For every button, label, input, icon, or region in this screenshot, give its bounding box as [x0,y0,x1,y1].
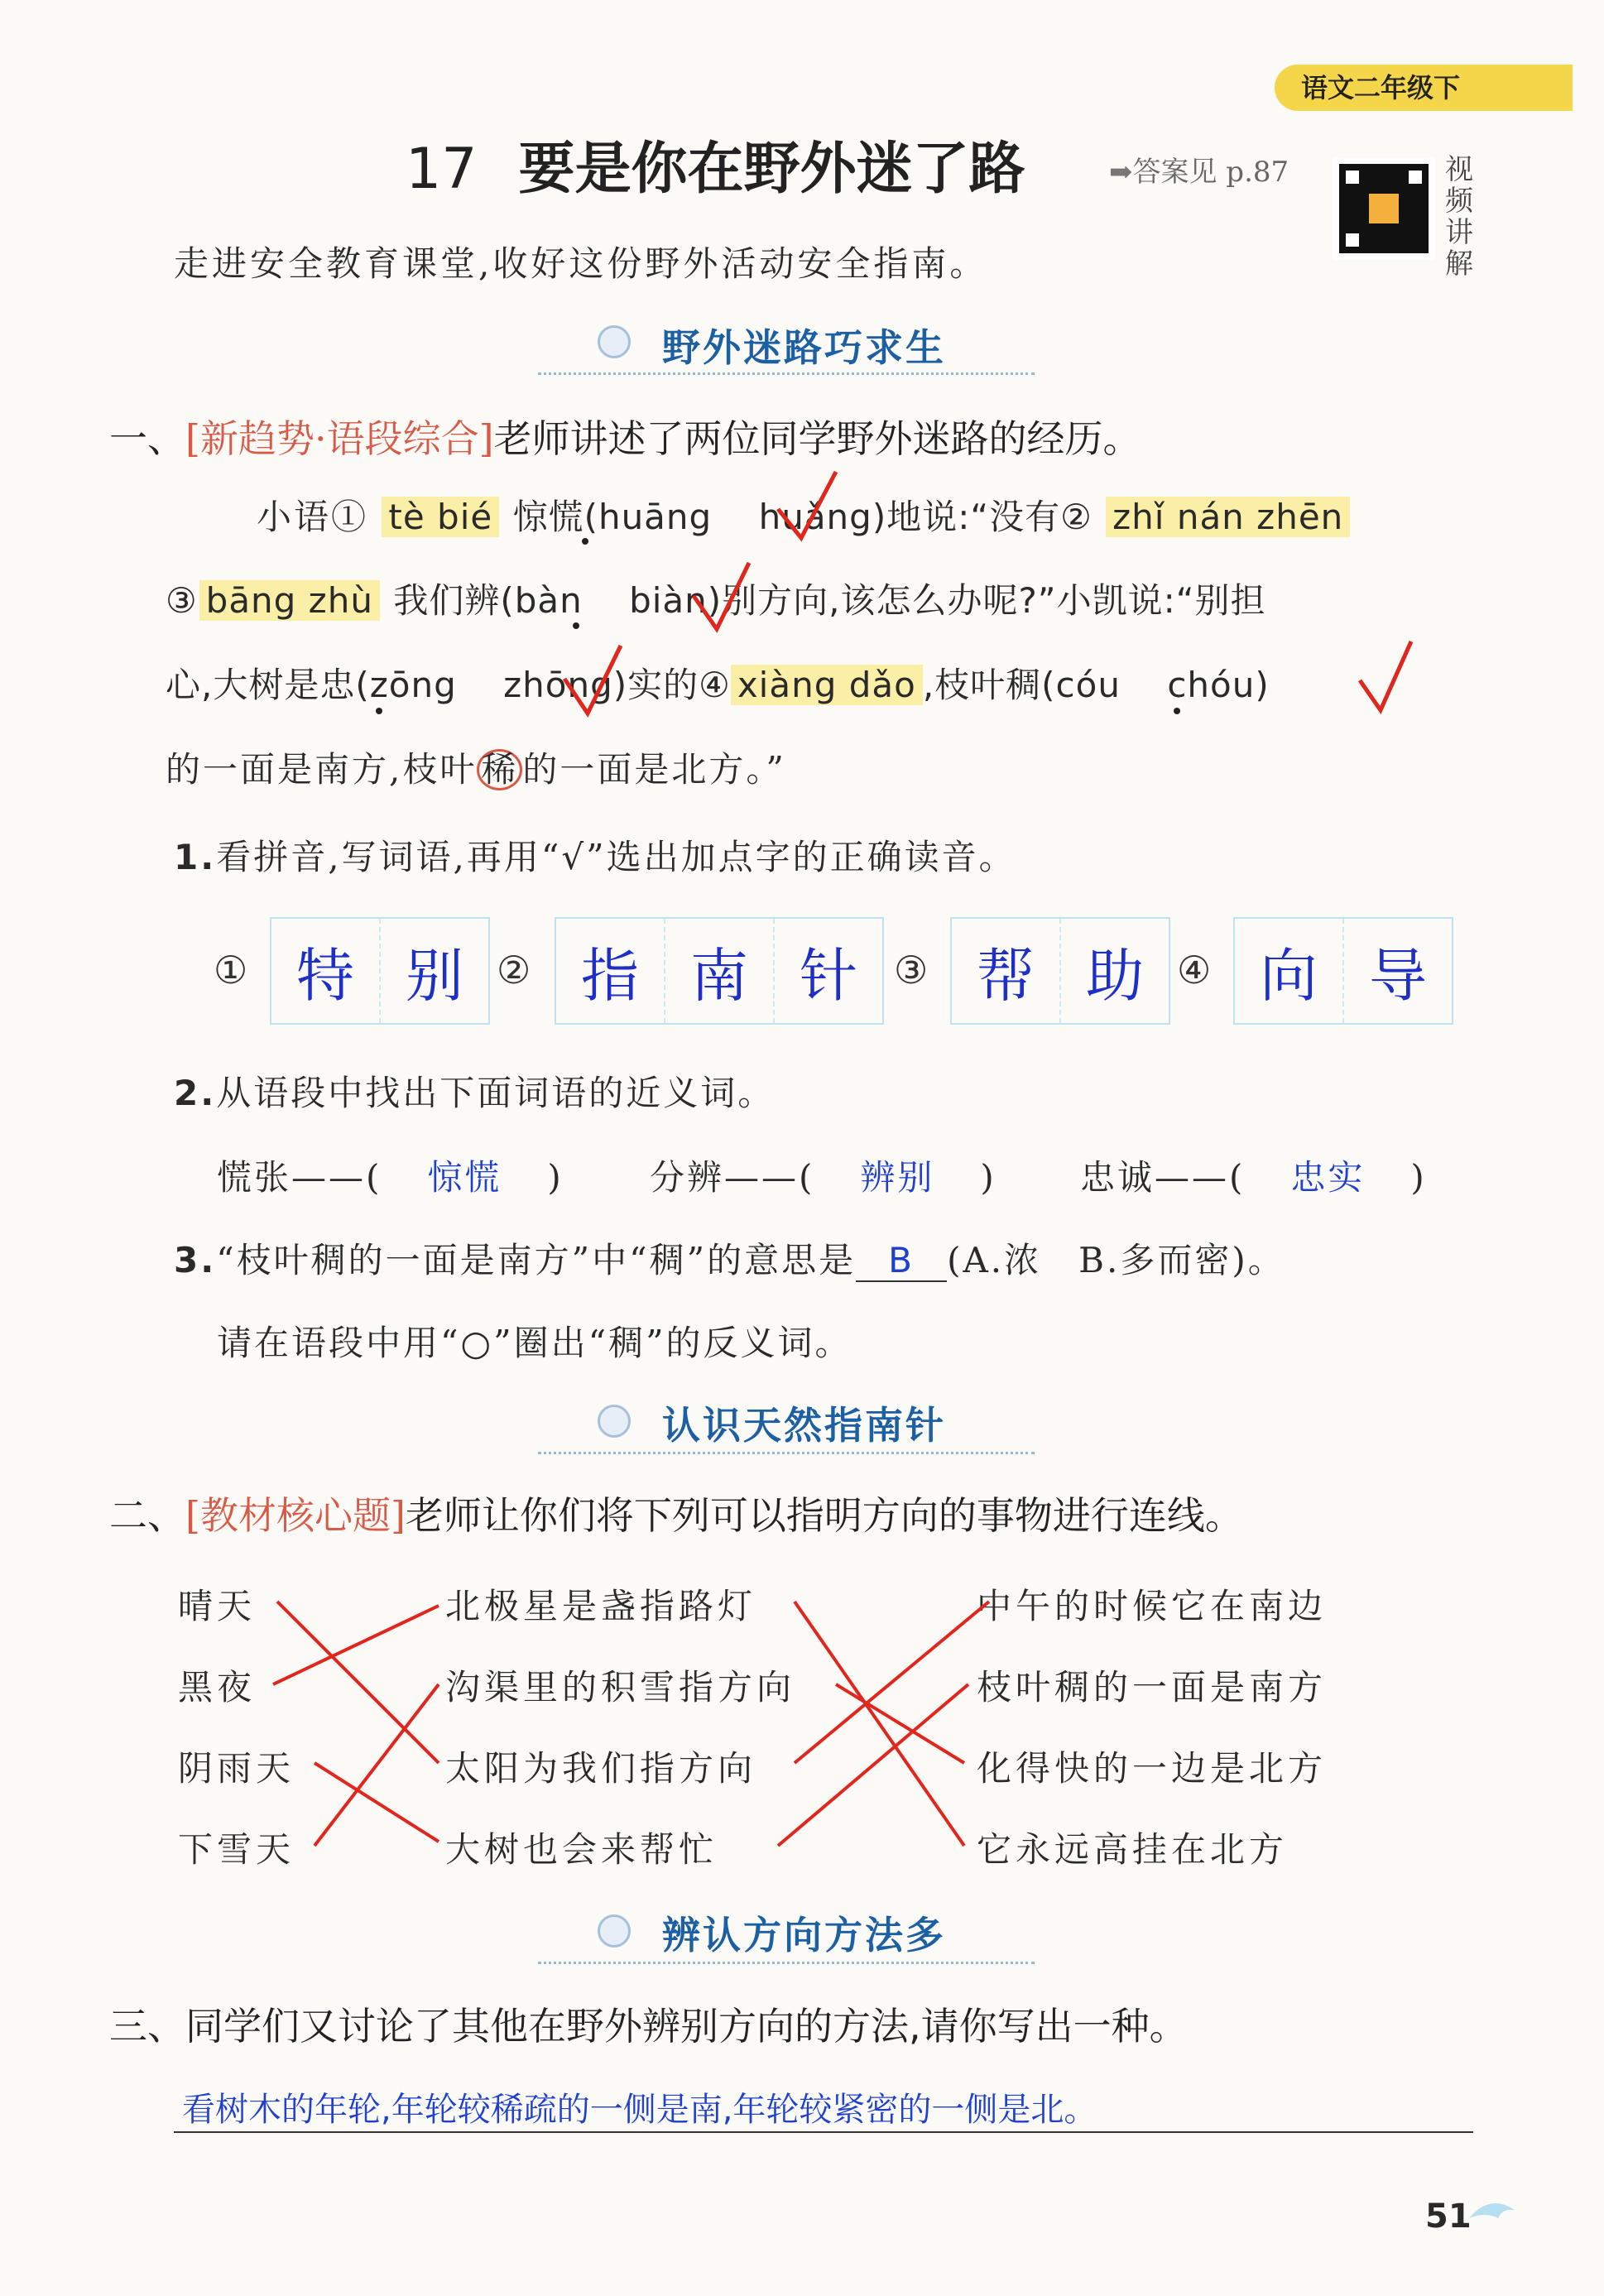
match-col2-item[interactable]: 大树也会来帮忙 [445,1829,718,1870]
answer-line [174,2131,1473,2133]
answer-char: 针 [800,941,857,1010]
match-col3-item[interactable]: 中午的时候它在南边 [977,1586,1328,1626]
answer-char: 助 [1086,941,1144,1010]
answer-char: 指 [556,919,665,1023]
sub-number: 1. [174,837,217,877]
answer-ref-text: 答案见 p.87 [1132,156,1289,189]
section-heading: 野外迷路巧求生 [662,325,946,370]
video-char: 视 [1445,153,1473,186]
paren: ) [1410,1157,1427,1198]
video-char: 解 [1445,247,1473,281]
match-col1-item[interactable]: 晴天 [178,1586,257,1626]
compass-icon [598,1914,631,1948]
lesson-title-text: 要是你在野外迷了路 [518,137,1025,202]
synonym-answer[interactable]: 辨别 [860,1157,935,1198]
label-2: ② [497,948,531,992]
passage-text: 的一面是南方,枝叶 [166,749,478,790]
passage-text: 我们辨(bàn [393,580,583,621]
section-divider [538,1962,1035,1964]
sub-number: 2. [174,1073,217,1113]
question-text: 老师讲述了两位同学野外迷路的经历。 [493,416,1141,461]
question-text: 同学们又讨论了其他在野外辨别方向的方法,请你写出一种。 [185,2004,1188,2049]
question-text: 老师让你们将下列可以指明方向的事物进行连线。 [405,1493,1243,1538]
match-line [277,1602,439,1763]
match-col2-item[interactable]: 沟渠里的积雪指方向 [445,1667,796,1708]
sub-question-3-b: 请在语段中用“○”圈出“稠”的反义词。 [217,1323,852,1363]
question-number: 二、 [109,1493,185,1538]
answer-char: 导 [1369,941,1427,1010]
match-col2-item[interactable]: 太阳为我们指方向 [445,1748,757,1789]
circled-character[interactable]: 稀 [477,749,522,790]
match-line [273,1606,439,1684]
passage-text: ③ [166,580,199,621]
passage-text: biàn)别方向,该怎么办呢?”小凯说:“别担 [629,580,1266,621]
passage-text: 小语① [257,497,369,537]
synonym-answer[interactable]: 惊慌 [427,1157,502,1198]
match-col1-item[interactable]: 黑夜 [178,1667,257,1708]
pinyin-prompt: xiàng dǎo [731,665,923,705]
answer-char: 别 [406,941,463,1010]
sub-text: “枝叶稠的一面是南方”中“稠”的意思是 [216,1240,857,1280]
passage-text: zhōng)实的④ [503,665,731,705]
synonym-word: 分辨——( [650,1157,815,1198]
page-number: 51 [1425,2198,1472,2236]
match-col1-item[interactable]: 阴雨天 [178,1748,295,1789]
pinyin-prompt: bāng zhù [199,580,380,621]
match-line [315,1684,439,1846]
sub-text: (A.浓 B.多而密)。 [947,1240,1285,1280]
answer-char: 特 [271,919,381,1023]
passage-text: ,枝叶稠(cóu [922,665,1121,705]
sub-number: 3. [174,1240,217,1280]
pinyin-prompt: zhǐ nán zhēn [1106,497,1350,537]
video-char: 讲 [1445,216,1473,249]
section-heading: 认识天然指南针 [662,1403,946,1448]
intro-text: 走进安全教育课堂,收好这份野外活动安全指南。 [174,243,988,284]
passage-text: chóu) [1167,665,1270,705]
lesson-number: 17 [406,137,478,202]
paren: ) [547,1157,564,1198]
grade-tab: 语文二年级下 [1275,65,1573,111]
paren: ) [980,1157,996,1198]
passage-text: 心,大树是忠(zōng [166,665,457,705]
answer-char: 帮 [952,919,1061,1023]
synonym-word: 慌张——( [217,1157,382,1198]
match-line [315,1763,439,1842]
passage-text: huǎng)地说:“没有② [758,497,1093,537]
match-col3-item[interactable]: 化得快的一边是北方 [977,1748,1328,1789]
synonym-answer[interactable]: 忠实 [1290,1157,1366,1198]
arrow-right-icon: ➡ [1109,156,1133,189]
label-3: ③ [894,948,929,992]
question-number: 一、 [109,416,185,461]
sub-text: 从语段中找出下面词语的近义词。 [216,1073,776,1113]
passage-text: 的一面是北方。” [522,749,786,790]
meaning-answer[interactable]: B [856,1240,947,1282]
answer-char: 向 [1235,919,1344,1023]
question-tag: [新趋势·语段综合] [185,416,494,461]
sub-text: 看拼音,写词语,再用“√”选出加点字的正确读音。 [216,837,1016,877]
dolphin-icon [1465,2193,1523,2226]
match-col3-item[interactable]: 枝叶稠的一面是南方 [977,1667,1328,1708]
pinyin-prompt: tè bié [382,497,499,537]
match-col1-item[interactable]: 下雪天 [178,1829,295,1870]
label-4: ④ [1177,948,1212,992]
synonym-word: 忠诚——( [1080,1157,1246,1198]
question-number: 三、 [109,2004,185,2049]
match-col3-item[interactable]: 它永远高挂在北方 [977,1829,1289,1870]
question-tag: [教材核心题] [185,1493,406,1538]
match-col2-item[interactable]: 北极星是盏指路灯 [445,1586,757,1626]
section-heading: 辨认方向方法多 [662,1913,946,1957]
label-1: ① [214,948,248,992]
answer-char: 南 [665,919,775,1023]
video-char: 频 [1445,185,1473,218]
method-answer[interactable]: 看树木的年轮,年轮较稀疏的一侧是南,年轮较紧密的一侧是北。 [182,2091,1097,2129]
question-3 [109,1996,1188,2051]
passage-text: 惊慌(huāng [512,497,713,537]
